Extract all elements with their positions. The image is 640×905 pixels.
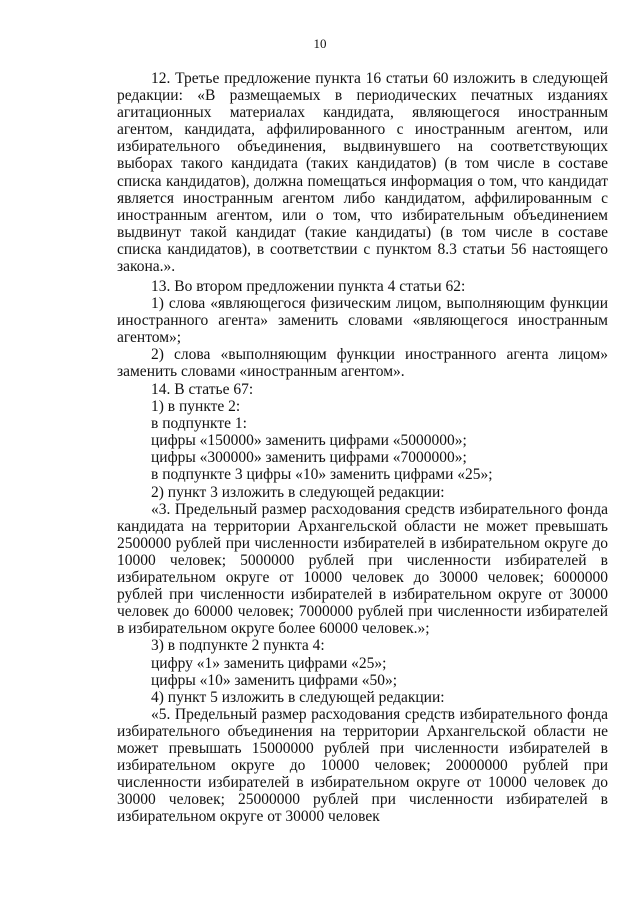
item-12 [117, 70, 608, 275]
item-14-p1: 1) в пункте 2: [151, 398, 241, 416]
item-14-p4: цифры «300000» заменить цифрами «7000000»; [151, 449, 467, 467]
item-14 [117, 381, 608, 825]
item-14-p10: цифры «10» заменить цифрами «50»; [151, 671, 398, 689]
item-14-p9: цифру «1» заменить цифрами «25»; [151, 654, 387, 672]
item-14-p8: 3) в подпункте 2 пункта 4: [151, 637, 325, 655]
item-14-p11: 4) пункт 5 изложить в следующей редакции: [151, 688, 445, 706]
item-14-p5: в подпункте 3 цифры «10» заменить цифрами «25»; [151, 466, 493, 484]
item-13-sub-1: 1) слова «являющегося физическим лицом, выполняющим функции иностранного агента» заменить словами «являющегося иностранным агентом»; [117, 295, 608, 347]
item-13-heading: 13. Во втором предложении пункта 4 статьи 62: [151, 278, 466, 295]
item-14-p3: цифры «150000» заменить цифрами «5000000»; [151, 432, 467, 450]
item-14-p7: «3. Предельный размер расходования средств избирательного фонда кандидата на территории Архангельской области не может превышать 2500000 рублей при численности избирателей в избирательном округе до 10000 человек; 5000000 рублей при численности избирателей в избирательном округе от 10000 человек до 30000 человек; 6000000 рублей при численности избирателей в избирательном округе от 30000 человек до 60000 человек; 7000000 рублей при численности избирателей в избирательном округе более 60000 человек.»; [117, 500, 608, 638]
item-14-p6: 2) пункт 3 изложить в следующей редакции: [151, 483, 445, 501]
item-14-p12: «5. Предельный размер расходования средств избирательного фонда избирательного объединения на территории Архангельской области не может превышать 15000000 рублей при численности избирателей в избирательном округе до 10000 человек; 20000000 рублей при численности избирателей в избирательном округе от 10000 человек до 30000 человек; 25000000 рублей при численности избирателей в избирательном округе от 30000 человек [117, 705, 608, 826]
item-13-sub-2: 2) слова «выполняющим функции иностранного агента лицом» заменить словами «иностранным агентом». [117, 346, 608, 381]
item-14-p2: в подпункте 1: [151, 415, 247, 433]
page-number: 10 [313, 36, 327, 51]
item-13 [117, 278, 608, 381]
item-12-text: 12. Третье предложение пункта 16 статьи 60 изложить в следующей редакции: «В размещаемых в периодических печатных изданиях агитационных материалах кандидата, являющегося иностранным агентом, кандидата, аффилированного с иностранным агентом, или избирательного объединения, выдвинувшего на соответствующих выборах такого кандидата (таких кандидатов) (в том числе в составе списка кандидатов), должна помещаться информация о том, что кандидат является иностранным агентом либо кандидатом, аффилированным с иностранным агентом, или о том, что избирательным объединением выдвинут такой кандидат (такие кандидаты) (в том числе в составе списка кандидатов), в соответствии с пунктом 8.3 статьи 56 настоящего закона.». [117, 70, 608, 276]
item-14-heading: 14. В статье 67: [151, 381, 254, 398]
